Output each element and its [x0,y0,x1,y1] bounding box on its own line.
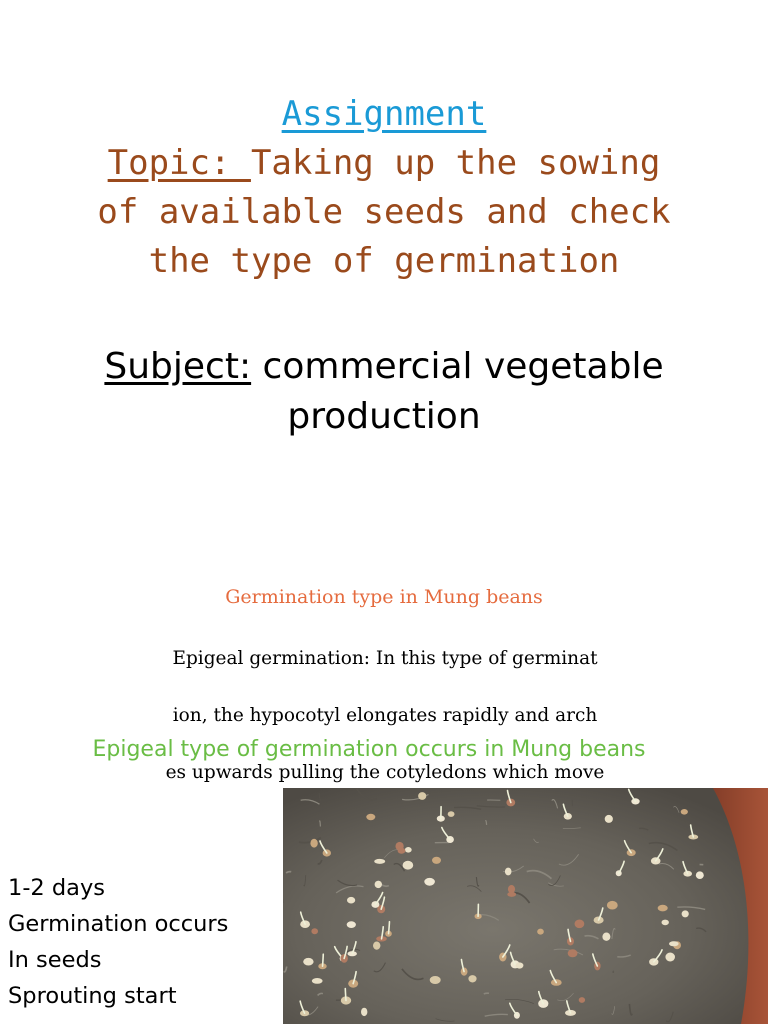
seed [366,814,375,820]
subject-block [0,342,768,442]
seed [418,792,426,800]
germination-heading: Germination type in Mung beans [225,586,543,608]
observation-list [8,870,228,1014]
seed [468,975,476,982]
seed [568,949,578,957]
seed [579,997,585,1003]
seed [303,958,313,966]
seed [505,868,512,876]
observation-item: Germination occurs [8,911,229,937]
seed [311,928,318,934]
seed [602,933,610,941]
seed [310,839,317,848]
seed [665,953,675,962]
observation-item: In seeds [8,947,102,973]
seed [682,910,689,917]
topic-line-1 [0,139,768,188]
seed [605,815,613,823]
title-block [0,90,768,286]
observation-item: Sprouting start [8,983,177,1009]
seed [396,842,404,851]
epigeal-note: Epigeal type of germination occurs in Mung beans [92,737,646,762]
seed [347,897,355,904]
seed [448,811,455,817]
seed [361,1008,367,1016]
seed [312,978,323,984]
seed [373,942,380,950]
seed [537,929,544,935]
seed [662,920,669,926]
seed [575,920,585,929]
topic-label: Topic: [107,143,251,183]
subject-line-1 [0,342,768,392]
seed [347,921,356,928]
seed [658,905,668,912]
sprouting-seeds-photo [283,788,768,1024]
subject-line-2: production [287,396,481,437]
seed [507,892,516,897]
assignment-heading [0,90,768,139]
germination-body-line-1: Epigeal germination: In this type of germinat [172,647,598,669]
subject-text-1: commercial vegetable [251,346,664,387]
topic-line-3: the type of germination [148,241,620,281]
seed [681,809,688,815]
germination-body-line-3: es upwards pulling the cotyledons which move [165,761,605,783]
seed [430,976,441,984]
soil-surface [283,788,748,1024]
seed [375,881,382,888]
germination-body-line-2: ion, the hypocotyl elongates rapidly and arch [172,704,598,726]
assignment-label: Assignment [281,94,487,134]
subject-label: Subject: [104,346,252,387]
seed [405,847,412,853]
sprouting-seeds-image [283,788,768,1024]
seed [516,962,524,968]
seed [403,861,414,870]
topic-line-2: of available seeds and check [97,192,671,232]
seed [374,859,385,864]
seed [424,878,435,886]
observation-item: 1-2 days [8,875,106,901]
topic-text-1: Taking up the sowing [250,143,661,183]
seed [696,871,704,879]
seed [607,901,618,910]
seed [432,857,441,864]
soil-crack [484,993,489,994]
seed [669,941,679,946]
